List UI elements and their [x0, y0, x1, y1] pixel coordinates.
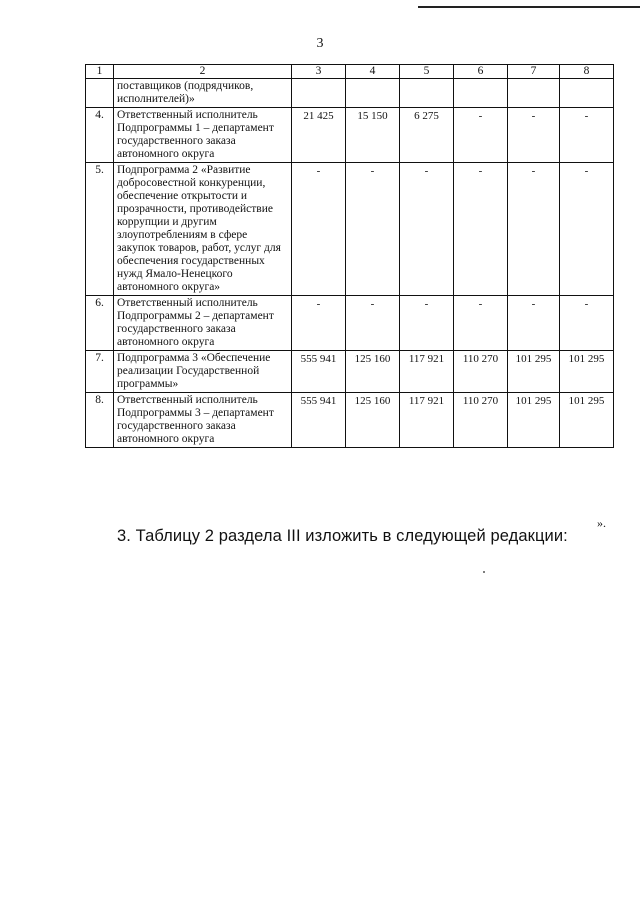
value-cell: 125 160: [346, 351, 400, 393]
table-row: [86, 393, 614, 448]
row-name: Ответственный исполнитель Подпрограммы 3 – департамент государственного заказа автономного округа: [114, 393, 292, 448]
value-cell: [454, 79, 508, 108]
value-cell: -: [454, 296, 508, 351]
value-cell: [560, 79, 614, 108]
value-cell: 555 941: [292, 393, 346, 448]
row-number: 5.: [86, 163, 114, 296]
value-cell: -: [454, 163, 508, 296]
header-cell: 6: [454, 65, 508, 79]
header-cell: 1: [86, 65, 114, 79]
row-number: 7.: [86, 351, 114, 393]
value-cell: [346, 79, 400, 108]
table-row: [86, 108, 614, 163]
value-cell: [400, 79, 454, 108]
row-name: поставщиков (подрядчиков, исполнителей)»: [114, 79, 292, 108]
value-cell: 21 425: [292, 108, 346, 163]
value-cell: -: [508, 163, 560, 296]
header-cell: 4: [346, 65, 400, 79]
value-cell: 110 270: [454, 351, 508, 393]
value-cell: [508, 79, 560, 108]
instruction-text: 3. Таблицу 2 раздела III изложить в следующей редакции:: [117, 527, 568, 545]
row-name: Подпрограмма 3 «Обеспечение реализации Государственной программы»: [114, 351, 292, 393]
value-cell: -: [508, 108, 560, 163]
value-cell: 101 295: [560, 351, 614, 393]
value-cell: -: [560, 108, 614, 163]
top-rule: [418, 6, 640, 8]
row-name: Ответственный исполнитель Подпрограммы 2 – департамент государственного заказа автономного округа: [114, 296, 292, 351]
value-cell: 117 921: [400, 393, 454, 448]
value-cell: 101 295: [508, 393, 560, 448]
value-cell: 101 295: [560, 393, 614, 448]
value-cell: -: [454, 108, 508, 163]
value-cell: -: [400, 163, 454, 296]
row-number: 6.: [86, 296, 114, 351]
table-row: [86, 296, 614, 351]
value-cell: -: [292, 163, 346, 296]
header-cell: 2: [114, 65, 292, 79]
value-cell: -: [346, 163, 400, 296]
header-cell: 5: [400, 65, 454, 79]
table-row: [86, 351, 614, 393]
row-name: Подпрограмма 2 «Развитие добросовестной конкуренции, обеспечение открытости и прозрачности, противодействие коррупции и другим злоупотреблениям в сфере закупок товаров, работ, услуг для обеспечения государственных нужд Ямало-Ненецкого автономного округа»: [114, 163, 292, 296]
value-cell: 101 295: [508, 351, 560, 393]
value-cell: 110 270: [454, 393, 508, 448]
value-cell: -: [292, 296, 346, 351]
page-number: 3: [316, 36, 324, 51]
value-cell: 15 150: [346, 108, 400, 163]
value-cell: -: [560, 163, 614, 296]
row-number: [86, 79, 114, 108]
value-cell: 117 921: [400, 351, 454, 393]
value-cell: 125 160: [346, 393, 400, 448]
header-cell: 7: [508, 65, 560, 79]
value-cell: [292, 79, 346, 108]
table-row: [86, 79, 614, 108]
header-cell: 3: [292, 65, 346, 79]
row-number: 4.: [86, 108, 114, 163]
table-header-row: [86, 65, 614, 79]
row-number: 8.: [86, 393, 114, 448]
row-name: Ответственный исполнитель Подпрограммы 1 – департамент государственного заказа автономного округа: [114, 108, 292, 163]
table-row: [86, 163, 614, 296]
value-cell: -: [400, 296, 454, 351]
closing-quote: ».: [597, 516, 606, 530]
scan-speck: [483, 571, 485, 573]
value-cell: -: [346, 296, 400, 351]
header-cell: 8: [560, 65, 614, 79]
value-cell: -: [560, 296, 614, 351]
value-cell: 555 941: [292, 351, 346, 393]
value-cell: 6 275: [400, 108, 454, 163]
value-cell: -: [508, 296, 560, 351]
budget-table: [85, 64, 614, 448]
